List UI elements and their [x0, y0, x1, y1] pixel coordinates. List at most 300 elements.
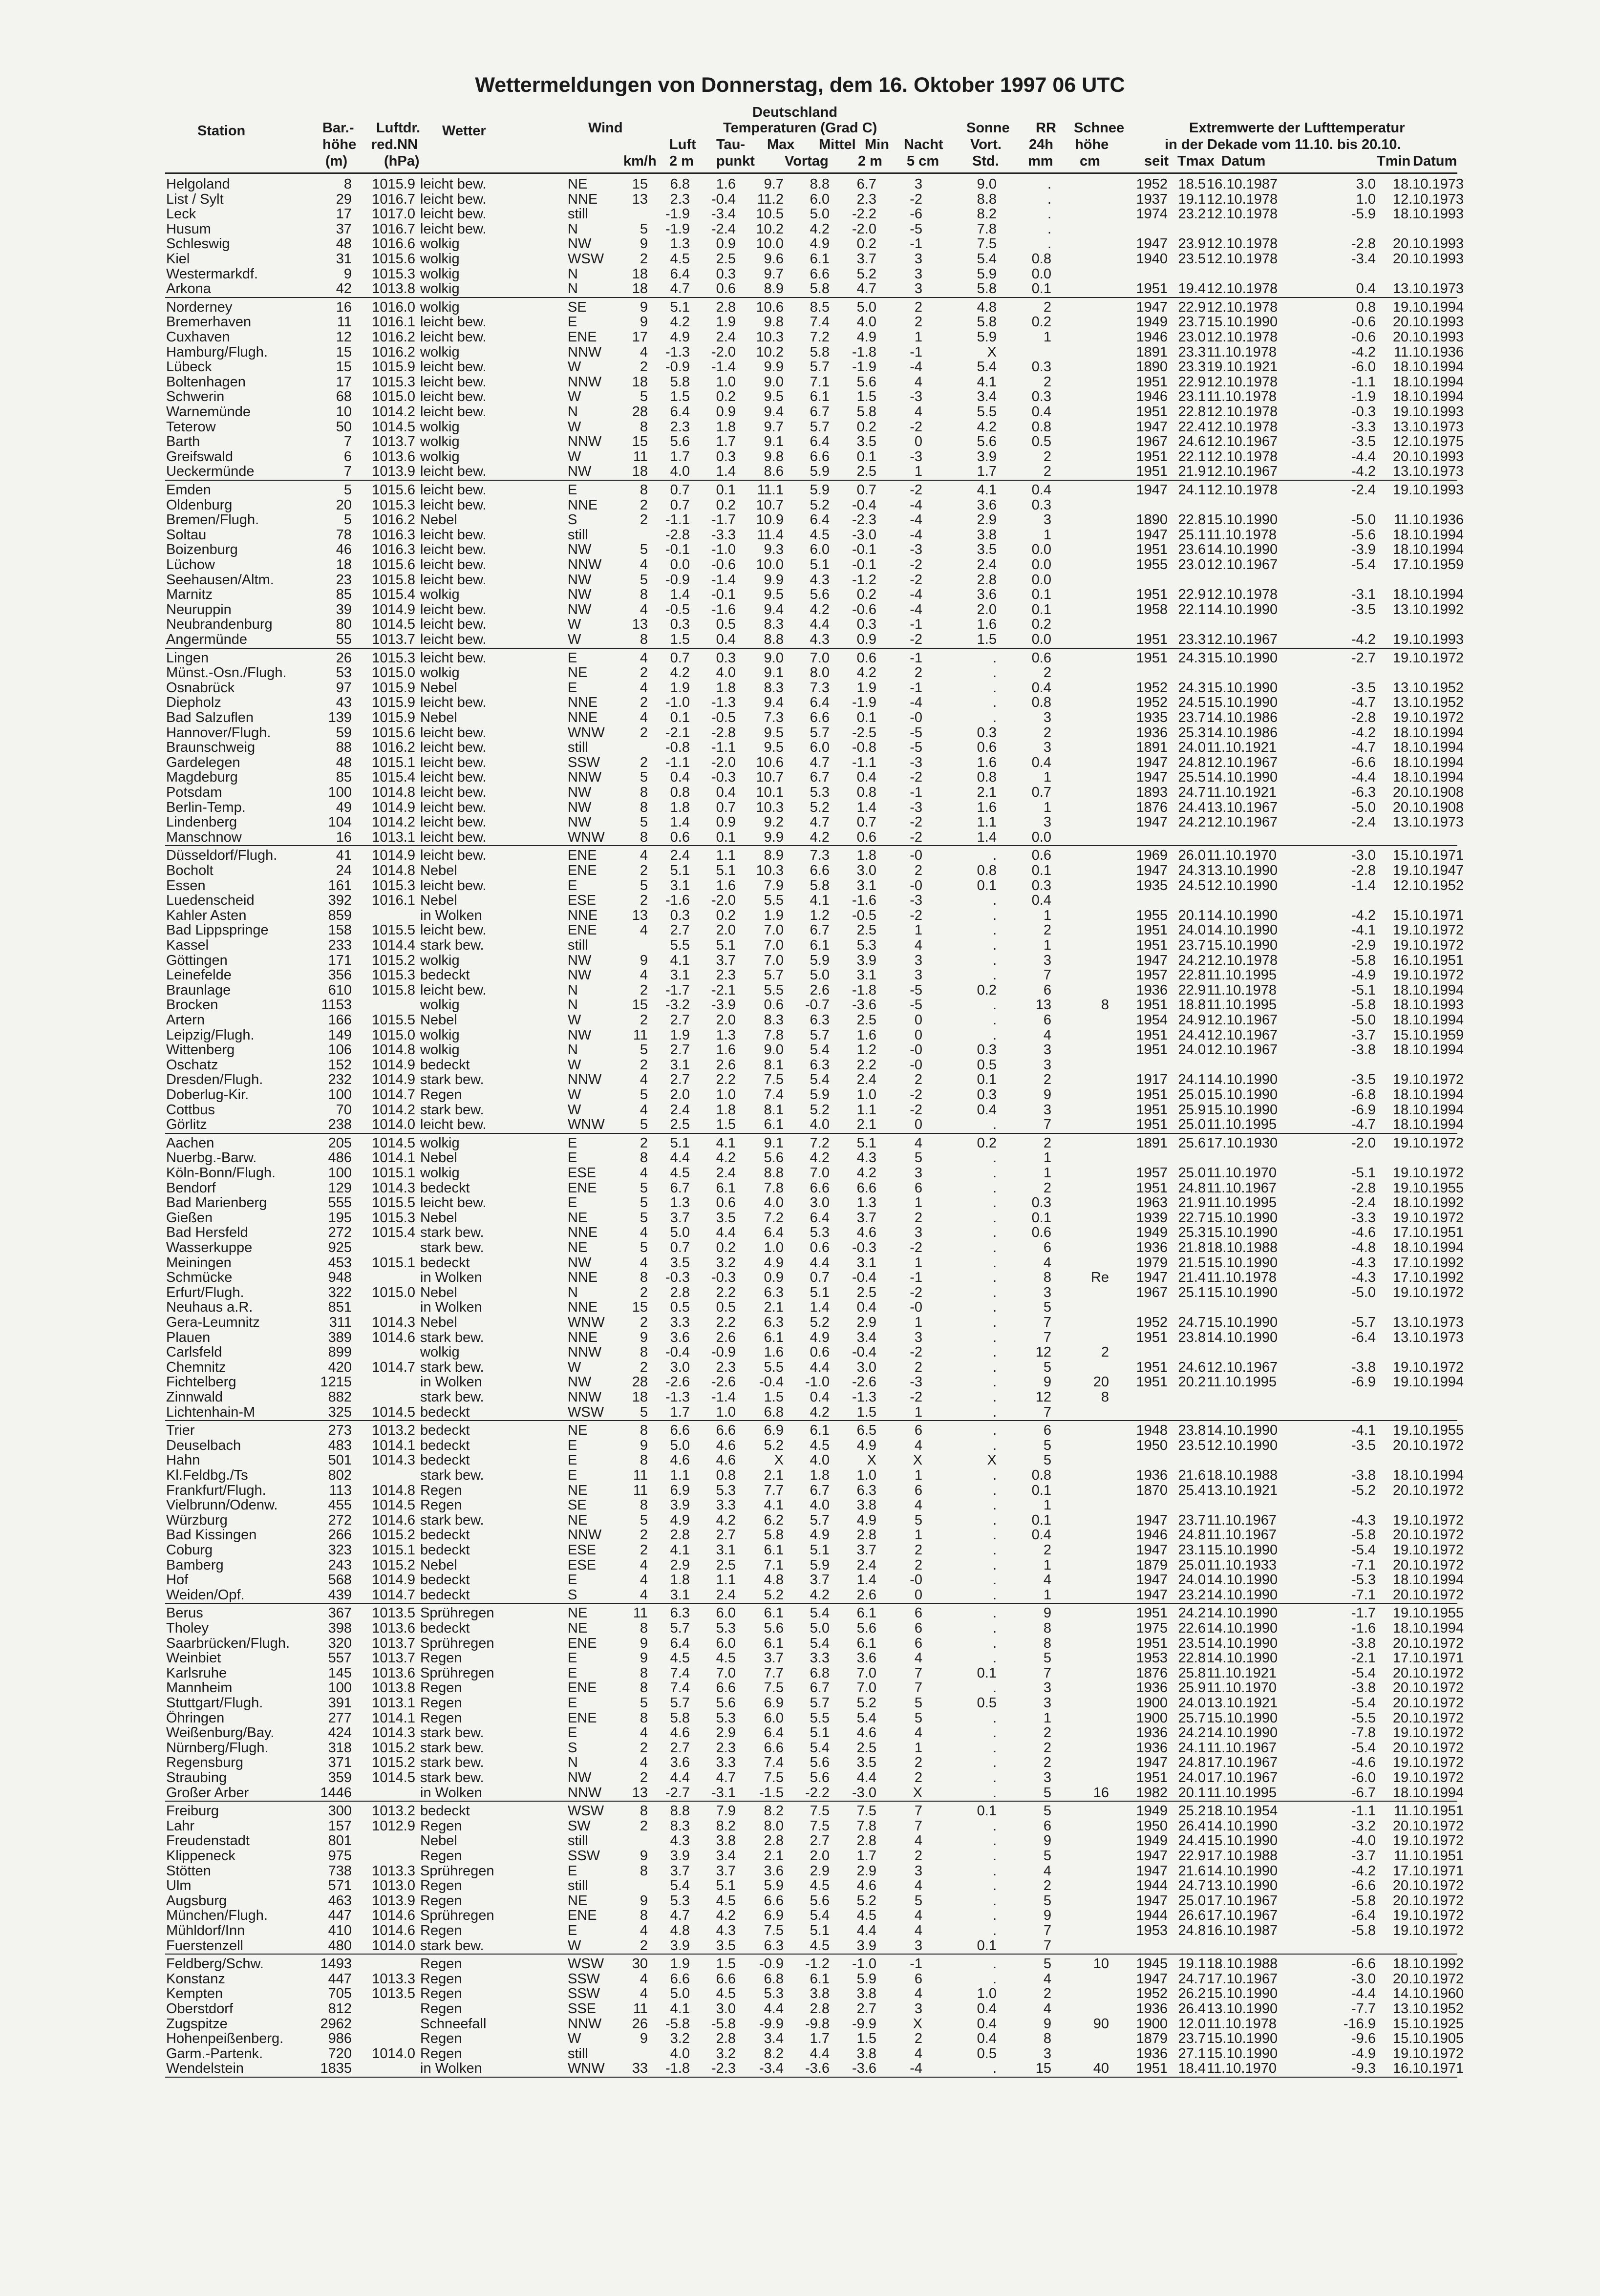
- cell-tmax-extreme: 24.3: [1178, 650, 1206, 666]
- cell-precip: 3: [1043, 1102, 1051, 1118]
- cell-wind-dir: E: [568, 680, 577, 696]
- cell-temp-air: -1.6: [665, 893, 690, 909]
- cell-station: Trier: [166, 1423, 195, 1439]
- cell-bar-height: 6: [343, 448, 352, 465]
- cell-weather: leicht bew.: [420, 329, 487, 345]
- cell-tmax-prev: 6.9: [764, 1908, 784, 1924]
- cell-sunshine: 0.2: [977, 1135, 997, 1151]
- cell-temp-air: 0.7: [670, 482, 690, 498]
- cell-tmax-extreme: 24.3: [1178, 863, 1206, 878]
- cell-wind-speed: 5: [640, 1512, 648, 1528]
- cell-pressure: 1013.9: [372, 1892, 415, 1909]
- cell-dewpoint: 0.2: [716, 389, 736, 405]
- cell-tmax-prev: 10.7: [756, 769, 784, 786]
- cell-precip: 0.4: [1031, 893, 1051, 909]
- cell-bar-height: 55: [336, 632, 352, 647]
- cell-wind-speed: 8: [640, 1665, 648, 1681]
- cell-pressure: 1014.5: [372, 1404, 415, 1420]
- cell-precip: 6: [1043, 1423, 1051, 1439]
- cell-dewpoint: -2.0: [711, 754, 736, 770]
- cell-weather: leicht bew.: [420, 1117, 487, 1133]
- cell-tmin: 1.5: [856, 2031, 876, 2047]
- cell-dewpoint: 3.7: [716, 952, 736, 968]
- cell-tmax-extreme: 23.7: [1178, 314, 1206, 330]
- cell-precip: 2: [1043, 1725, 1051, 1741]
- cell-tmin-5cm: 2: [914, 2031, 922, 2047]
- cell-wind-dir: ENE: [568, 1180, 597, 1196]
- cell-pressure: 1016.0: [372, 299, 415, 315]
- cell-sunshine: .: [992, 1150, 997, 1166]
- cell-sunshine: .: [992, 1270, 997, 1286]
- cell-tmin: -2.6: [852, 1374, 876, 1390]
- cell-tmax-date: 12.10.1978: [1207, 419, 1278, 435]
- cell-tmin-extreme: -5.6: [1351, 527, 1376, 543]
- cell-tmin-date: 18.10.1994: [1392, 389, 1464, 405]
- cell-sunshine: 3.6: [977, 587, 997, 603]
- cell-tmin-date: 20.10.1993: [1392, 448, 1464, 465]
- cell-bar-height: 882: [328, 1389, 352, 1405]
- cell-wind-speed: 2: [640, 1284, 648, 1300]
- cell-tmin-extreme: -5.8: [1351, 1892, 1376, 1909]
- cell-wind-speed: 5: [640, 572, 648, 588]
- cell-bar-height: 398: [328, 1620, 352, 1636]
- header-mittel: Mittel: [819, 137, 856, 152]
- cell-wind-speed: 11: [633, 1467, 648, 1483]
- cell-temp-air: 2.8: [670, 1284, 690, 1300]
- cell-tmean-prev: 6.6: [810, 266, 830, 282]
- cell-tmax-prev: 9.4: [764, 695, 784, 711]
- cell-since-year: 1951: [1136, 281, 1168, 297]
- cell-since-year: 1879: [1136, 1557, 1168, 1573]
- cell-tmin-5cm: 5: [914, 1512, 922, 1528]
- cell-tmean-prev: 5.0: [810, 1620, 830, 1636]
- cell-tmin-extreme: -3.7: [1351, 1848, 1376, 1864]
- cell-tmin-5cm: 6: [914, 1180, 922, 1196]
- group-divider: [165, 1420, 1457, 1421]
- cell-tmin-extreme: -2.4: [1351, 482, 1376, 498]
- cell-bar-height: 272: [328, 1225, 352, 1241]
- cell-tmin-5cm: 2: [914, 1359, 922, 1375]
- cell-tmax-prev: 9.2: [764, 814, 784, 830]
- cell-temp-air: -1.7: [665, 982, 690, 998]
- cell-bar-height: 243: [328, 1557, 352, 1573]
- cell-tmax-extreme: 25.0: [1178, 1557, 1206, 1573]
- cell-precip: 1: [1043, 769, 1051, 786]
- cell-pressure: 1014.0: [372, 2045, 415, 2062]
- cell-tmin-date: 18.10.1992: [1392, 1195, 1464, 1211]
- cell-precip: 0.8: [1031, 251, 1051, 267]
- table-row: [0, 587, 1600, 602]
- cell-weather: Nebel: [420, 710, 457, 725]
- cell-tmean-prev: 5.0: [810, 967, 830, 983]
- cell-tmin: 4.9: [856, 1437, 876, 1453]
- cell-since-year: 1947: [1136, 299, 1168, 315]
- cell-tmax-extreme: 24.7: [1178, 1971, 1206, 1987]
- cell-tmean-prev: 4.4: [810, 1359, 830, 1375]
- cell-tmax-extreme: 22.4: [1178, 419, 1206, 435]
- cell-tmax-date: 18.10.1954: [1207, 1803, 1278, 1819]
- cell-bar-height: 88: [336, 740, 352, 756]
- header-nacht-2: 5 cm: [907, 153, 939, 169]
- cell-pressure: 1014.2: [372, 814, 415, 830]
- cell-station: Artern: [166, 1012, 205, 1028]
- cell-wind-speed: 4: [640, 1225, 648, 1241]
- cell-tmax-prev: 11.1: [757, 482, 784, 498]
- cell-dewpoint: -2.0: [711, 893, 736, 909]
- cell-precip: 5: [1043, 1452, 1051, 1468]
- cell-tmean-prev: 1.4: [810, 1299, 830, 1316]
- cell-dewpoint: 1.0: [716, 374, 736, 390]
- table-row: [0, 1741, 1600, 1756]
- cell-weather: stark bew.: [420, 1389, 484, 1405]
- cell-tmax-date: 15.10.1990: [1207, 1710, 1278, 1726]
- cell-tmin: 1.5: [856, 1404, 876, 1420]
- cell-dewpoint: 2.4: [716, 1165, 736, 1181]
- cell-tmin: 1.1: [856, 1102, 876, 1118]
- cell-temp-air: 1.3: [670, 1195, 690, 1211]
- cell-weather: bedeckt: [420, 1803, 470, 1819]
- cell-station: Aachen: [166, 1135, 214, 1151]
- table-row: [0, 1315, 1600, 1330]
- cell-tmax-extreme: 25.9: [1178, 1680, 1206, 1696]
- cell-precip: 1: [1043, 329, 1051, 345]
- cell-pressure: 1015.0: [372, 389, 415, 405]
- cell-bar-height: 480: [328, 1937, 352, 1954]
- cell-bar-height: 59: [336, 724, 352, 741]
- cell-sunshine: 1.7: [977, 464, 997, 480]
- cell-sunshine: .: [992, 1254, 997, 1271]
- table-row: [0, 1573, 1600, 1588]
- cell-bar-height: 925: [328, 1240, 352, 1255]
- cell-pressure: 1012.9: [372, 1818, 415, 1834]
- cell-tmin-extreme: -6.6: [1351, 1878, 1376, 1894]
- cell-wind-dir: SSW: [568, 1848, 600, 1864]
- cell-tmax-date: 12.10.1978: [1207, 206, 1278, 222]
- cell-dewpoint: -2.1: [711, 982, 736, 998]
- cell-wind-speed: 5: [640, 542, 648, 558]
- cell-temp-air: -2.7: [665, 1785, 690, 1801]
- cell-tmin-date: 17.10.1951: [1392, 1225, 1464, 1241]
- cell-since-year: 1951: [1136, 1329, 1168, 1345]
- cell-tmax-extreme: 24.9: [1178, 1012, 1206, 1028]
- cell-temp-air: 4.3: [670, 1833, 690, 1849]
- cell-since-year: 1947: [1136, 1863, 1168, 1879]
- cell-tmin-extreme: -5.1: [1351, 1165, 1376, 1181]
- cell-tmax-prev: 10.6: [756, 299, 784, 315]
- cell-temp-air: 2.4: [670, 1102, 690, 1118]
- cell-station: Freudenstadt: [166, 1833, 250, 1849]
- cell-dewpoint: 4.5: [716, 1986, 736, 2002]
- cell-since-year: 1936: [1136, 1725, 1168, 1741]
- cell-tmax-date: 11.10.1978: [1207, 982, 1277, 998]
- cell-tmin-5cm: 3: [914, 1937, 922, 1954]
- cell-bar-height: 129: [328, 1180, 352, 1196]
- cell-weather: leicht bew.: [420, 404, 487, 420]
- cell-weather: Schneefall: [420, 2016, 487, 2032]
- cell-tmean-prev: 3.0: [810, 1195, 830, 1211]
- cell-sunshine: .: [992, 2061, 997, 2077]
- cell-tmax-date: 15.10.1990: [1207, 314, 1278, 330]
- cell-sunshine: .: [992, 1404, 997, 1420]
- cell-tmax-extreme: 24.3: [1178, 680, 1206, 696]
- cell-since-year: 1947: [1136, 1892, 1168, 1909]
- cell-station: Großer Arber: [166, 1785, 249, 1801]
- cell-tmin-extreme: -6.0: [1351, 1770, 1376, 1786]
- cell-tmin-extreme: -1.1: [1351, 1803, 1376, 1819]
- cell-tmin: 2.9: [856, 1863, 876, 1879]
- cell-weather: Regen: [420, 2031, 462, 2047]
- cell-weather: leicht bew.: [420, 814, 487, 830]
- cell-temp-air: 1.8: [670, 799, 690, 815]
- cell-pressure: 1015.3: [372, 374, 415, 390]
- cell-tmean-prev: 5.6: [810, 1892, 830, 1909]
- cell-wind-dir: WNW: [568, 2061, 605, 2077]
- group-divider: [165, 1603, 1457, 1604]
- cell-tmin: 3.9: [856, 1937, 876, 1954]
- cell-temp-air: 2.7: [670, 1012, 690, 1028]
- cell-tmax-date: 14.10.1990: [1207, 907, 1278, 923]
- cell-tmax-date: 15.10.1990: [1207, 2045, 1278, 2062]
- cell-tmin-5cm: -5: [910, 982, 922, 998]
- cell-weather: leicht bew.: [420, 724, 487, 741]
- cell-temp-air: 2.7: [670, 1740, 690, 1756]
- cell-pressure: 1013.1: [372, 829, 415, 845]
- cell-tmax-date: 14.10.1990: [1207, 1635, 1278, 1651]
- cell-since-year: 1947: [1136, 1542, 1168, 1558]
- cell-tmax-prev: 6.0: [764, 1710, 784, 1726]
- cell-since-year: 1967: [1136, 1284, 1168, 1300]
- cell-station: Bad Lippspringe: [166, 922, 269, 938]
- cell-temp-air: 5.0: [670, 1225, 690, 1241]
- cell-bar-height: 571: [328, 1878, 352, 1894]
- cell-since-year: 1951: [1136, 374, 1168, 390]
- cell-station: Erfurt/Flugh.: [166, 1284, 244, 1300]
- header-bar-2: höhe: [322, 137, 357, 152]
- cell-wind-dir: ESE: [568, 1557, 597, 1573]
- cell-weather: stark bew.: [420, 1329, 484, 1345]
- cell-sunshine: .: [992, 1315, 997, 1330]
- cell-since-year: 1947: [1136, 419, 1168, 435]
- cell-precip: 4: [1043, 2001, 1051, 2017]
- cell-tmin-extreme: -4.2: [1351, 907, 1376, 923]
- header-vortag: Vortag: [785, 153, 829, 169]
- cell-temp-air: 4.7: [670, 1908, 690, 1924]
- cell-precip: 9: [1043, 1908, 1051, 1924]
- cell-bar-height: 392: [328, 893, 352, 909]
- table-row: [0, 2001, 1600, 2017]
- cell-tmin-5cm: -0: [910, 877, 922, 893]
- cell-tmax-date: 13.10.1921: [1207, 1695, 1278, 1711]
- cell-tmean-prev: 4.7: [810, 814, 830, 830]
- cell-sunshine: 5.4: [977, 359, 997, 375]
- cell-tmin-5cm: -2: [910, 632, 922, 647]
- cell-precip: 3: [1043, 710, 1051, 725]
- cell-station: Essen: [166, 877, 206, 893]
- cell-dewpoint: 4.1: [716, 1135, 736, 1151]
- cell-wind-speed: 9: [640, 314, 648, 330]
- cell-dewpoint: -0.4: [711, 191, 736, 207]
- cell-weather: stark bew.: [420, 1102, 484, 1118]
- cell-tmin-date: 18.10.1994: [1392, 1102, 1464, 1118]
- cell-tmin-extreme: -2.8: [1351, 236, 1376, 252]
- cell-wind-dir: SSW: [568, 754, 600, 770]
- cell-station: Boizenburg: [166, 542, 238, 558]
- header-rr: RR: [1036, 120, 1056, 136]
- cell-temp-air: 7.4: [670, 1665, 690, 1681]
- cell-tmin-extreme: -6.6: [1351, 754, 1376, 770]
- cell-tmin: -0.4: [852, 1270, 876, 1286]
- cell-tmin-extreme: -3.8: [1351, 1359, 1376, 1375]
- cell-wind-speed: 8: [640, 1863, 648, 1879]
- cell-tmax-prev: 2.8: [764, 1833, 784, 1849]
- table-row: [0, 1405, 1600, 1420]
- cell-tmax-extreme: 21.8: [1178, 1240, 1206, 1255]
- cell-tmax-prev: 9.9: [764, 572, 784, 588]
- cell-tmin-date: 19.10.1972: [1392, 2045, 1464, 2062]
- cell-station: Garm.-Partenk.: [166, 2045, 263, 2062]
- table-row: [0, 1360, 1600, 1375]
- cell-tmean-prev: -1.0: [805, 1374, 830, 1390]
- cell-pressure: 1014.9: [372, 848, 415, 864]
- table-row: [0, 695, 1600, 710]
- cell-sunshine: .: [992, 1725, 997, 1741]
- cell-sunshine: .: [992, 937, 997, 953]
- cell-tmax-prev: 3.7: [764, 1650, 784, 1666]
- cell-temp-air: 1.5: [670, 389, 690, 405]
- cell-weather: wolkig: [420, 1027, 460, 1043]
- cell-dewpoint: 0.5: [716, 1299, 736, 1316]
- group-divider: [165, 1133, 1457, 1134]
- table-row: [0, 1072, 1600, 1087]
- cell-tmax-extreme: 25.3: [1178, 724, 1206, 741]
- table-row: [0, 528, 1600, 543]
- cell-weather: leicht bew.: [420, 829, 487, 845]
- cell-pressure: 1013.7: [372, 434, 415, 450]
- cell-dewpoint: 2.0: [716, 922, 736, 938]
- cell-weather: leicht bew.: [420, 464, 487, 480]
- cell-temp-air: 3.1: [670, 1057, 690, 1073]
- cell-tmean-prev: 4.9: [810, 1527, 830, 1543]
- cell-tmean-prev: 4.2: [810, 1150, 830, 1166]
- cell-bar-height: 149: [328, 1027, 352, 1043]
- table-row: [0, 863, 1600, 878]
- cell-wind-speed: 9: [640, 952, 648, 968]
- cell-tmax-date: 11.10.1921: [1207, 1665, 1277, 1681]
- cell-tmin-5cm: 6: [914, 1971, 922, 1987]
- cell-temp-air: -2.1: [665, 724, 690, 741]
- cell-station: Brocken: [166, 997, 218, 1013]
- cell-tmax-date: 17.10.1967: [1207, 1971, 1278, 1987]
- cell-tmax-prev: 4.8: [764, 1572, 784, 1588]
- cell-temp-air: 5.8: [670, 1710, 690, 1726]
- cell-bar-height: 356: [328, 967, 352, 983]
- cell-station: Angermünde: [166, 632, 248, 647]
- cell-bar-height: 300: [328, 1803, 352, 1819]
- cell-tmax-prev: 9.9: [764, 829, 784, 845]
- cell-tmean-prev: 5.1: [810, 1923, 830, 1938]
- cell-tmax-date: 13.10.1967: [1207, 799, 1278, 815]
- cell-tmax-date: 12.10.1978: [1207, 482, 1278, 498]
- cell-bar-height: 720: [328, 2045, 352, 2062]
- cell-station: Leinefelde: [166, 967, 232, 983]
- cell-temp-air: 3.3: [670, 1315, 690, 1330]
- table-row: [0, 1770, 1600, 1786]
- cell-pressure: 1013.1: [372, 1695, 415, 1711]
- cell-wind-speed: 2: [640, 251, 648, 267]
- cell-tmin: 3.9: [856, 952, 876, 968]
- cell-tmin-5cm: 1: [914, 1404, 922, 1420]
- cell-weather: Sprühregen: [420, 1605, 494, 1621]
- cell-sunshine: .: [992, 1210, 997, 1226]
- table-row: [0, 1240, 1600, 1255]
- cell-bar-height: 195: [328, 1210, 352, 1226]
- cell-tmean-prev: 4.2: [810, 221, 830, 237]
- cell-since-year: 1946: [1136, 1527, 1168, 1543]
- cell-station: Schleswig: [166, 236, 230, 252]
- cell-since-year: 1951: [1136, 1635, 1168, 1651]
- cell-tmax-date: 15.10.1990: [1207, 1986, 1278, 2002]
- cell-tmin: 0.2: [856, 236, 876, 252]
- cell-precip: 5: [1043, 1803, 1051, 1819]
- cell-tmin: 2.5: [856, 922, 876, 938]
- cell-tmin-5cm: 4: [914, 1497, 922, 1513]
- header-bar-3: (m): [325, 153, 348, 169]
- cell-weather: bedeckt: [420, 1572, 470, 1588]
- cell-wind-speed: 2: [640, 754, 648, 770]
- cell-bar-height: 557: [328, 1650, 352, 1666]
- cell-bar-height: 17: [336, 374, 352, 390]
- cell-since-year: 1954: [1136, 1012, 1168, 1028]
- cell-precip: 7: [1043, 1329, 1051, 1345]
- cell-tmin-extreme: -6.4: [1351, 1329, 1376, 1345]
- cell-precip: .: [1047, 221, 1051, 237]
- cell-pressure: 1017.0: [372, 206, 415, 222]
- cell-bar-height: 311: [329, 1315, 352, 1330]
- cell-dewpoint: 6.0: [716, 1635, 736, 1651]
- cell-tmin-date: 20.10.1972: [1392, 1695, 1464, 1711]
- cell-dewpoint: 0.9: [716, 814, 736, 830]
- cell-precip: 2: [1043, 1180, 1051, 1196]
- cell-weather: leicht bew.: [420, 695, 487, 711]
- cell-temp-air: -1.9: [665, 206, 690, 222]
- cell-tmin-5cm: 3: [914, 281, 922, 297]
- cell-wind-dir: NE: [568, 1605, 588, 1621]
- cell-dewpoint: 1.6: [716, 1042, 736, 1058]
- cell-tmax-prev: 6.3: [764, 1315, 784, 1330]
- cell-since-year: 1891: [1136, 740, 1168, 756]
- cell-tmin: 4.4: [856, 1923, 876, 1938]
- cell-station: Stötten: [166, 1863, 211, 1879]
- cell-precip: 8: [1043, 2031, 1051, 2047]
- table-row: [0, 375, 1600, 390]
- cell-tmin-5cm: 4: [914, 1986, 922, 2002]
- cell-tmean-prev: 2.0: [810, 1848, 830, 1864]
- cell-tmin: 1.8: [856, 848, 876, 864]
- cell-station: Cottbus: [166, 1102, 215, 1118]
- cell-station: Kempten: [166, 1986, 223, 2002]
- cell-since-year: 1963: [1136, 1195, 1168, 1211]
- cell-bar-height: 29: [336, 191, 352, 207]
- cell-station: Seehausen/Altm.: [166, 572, 274, 588]
- cell-dewpoint: 3.2: [716, 2045, 736, 2062]
- cell-snow: 40: [1093, 2061, 1109, 2077]
- cell-since-year: 1936: [1136, 1467, 1168, 1483]
- cell-tmin-5cm: -1: [910, 650, 922, 666]
- cell-tmax-extreme: 23.3: [1178, 344, 1206, 360]
- cell-dewpoint: 3.8: [716, 1833, 736, 1849]
- cell-wind-dir: NW: [568, 542, 592, 558]
- cell-sunshine: .: [992, 1923, 997, 1938]
